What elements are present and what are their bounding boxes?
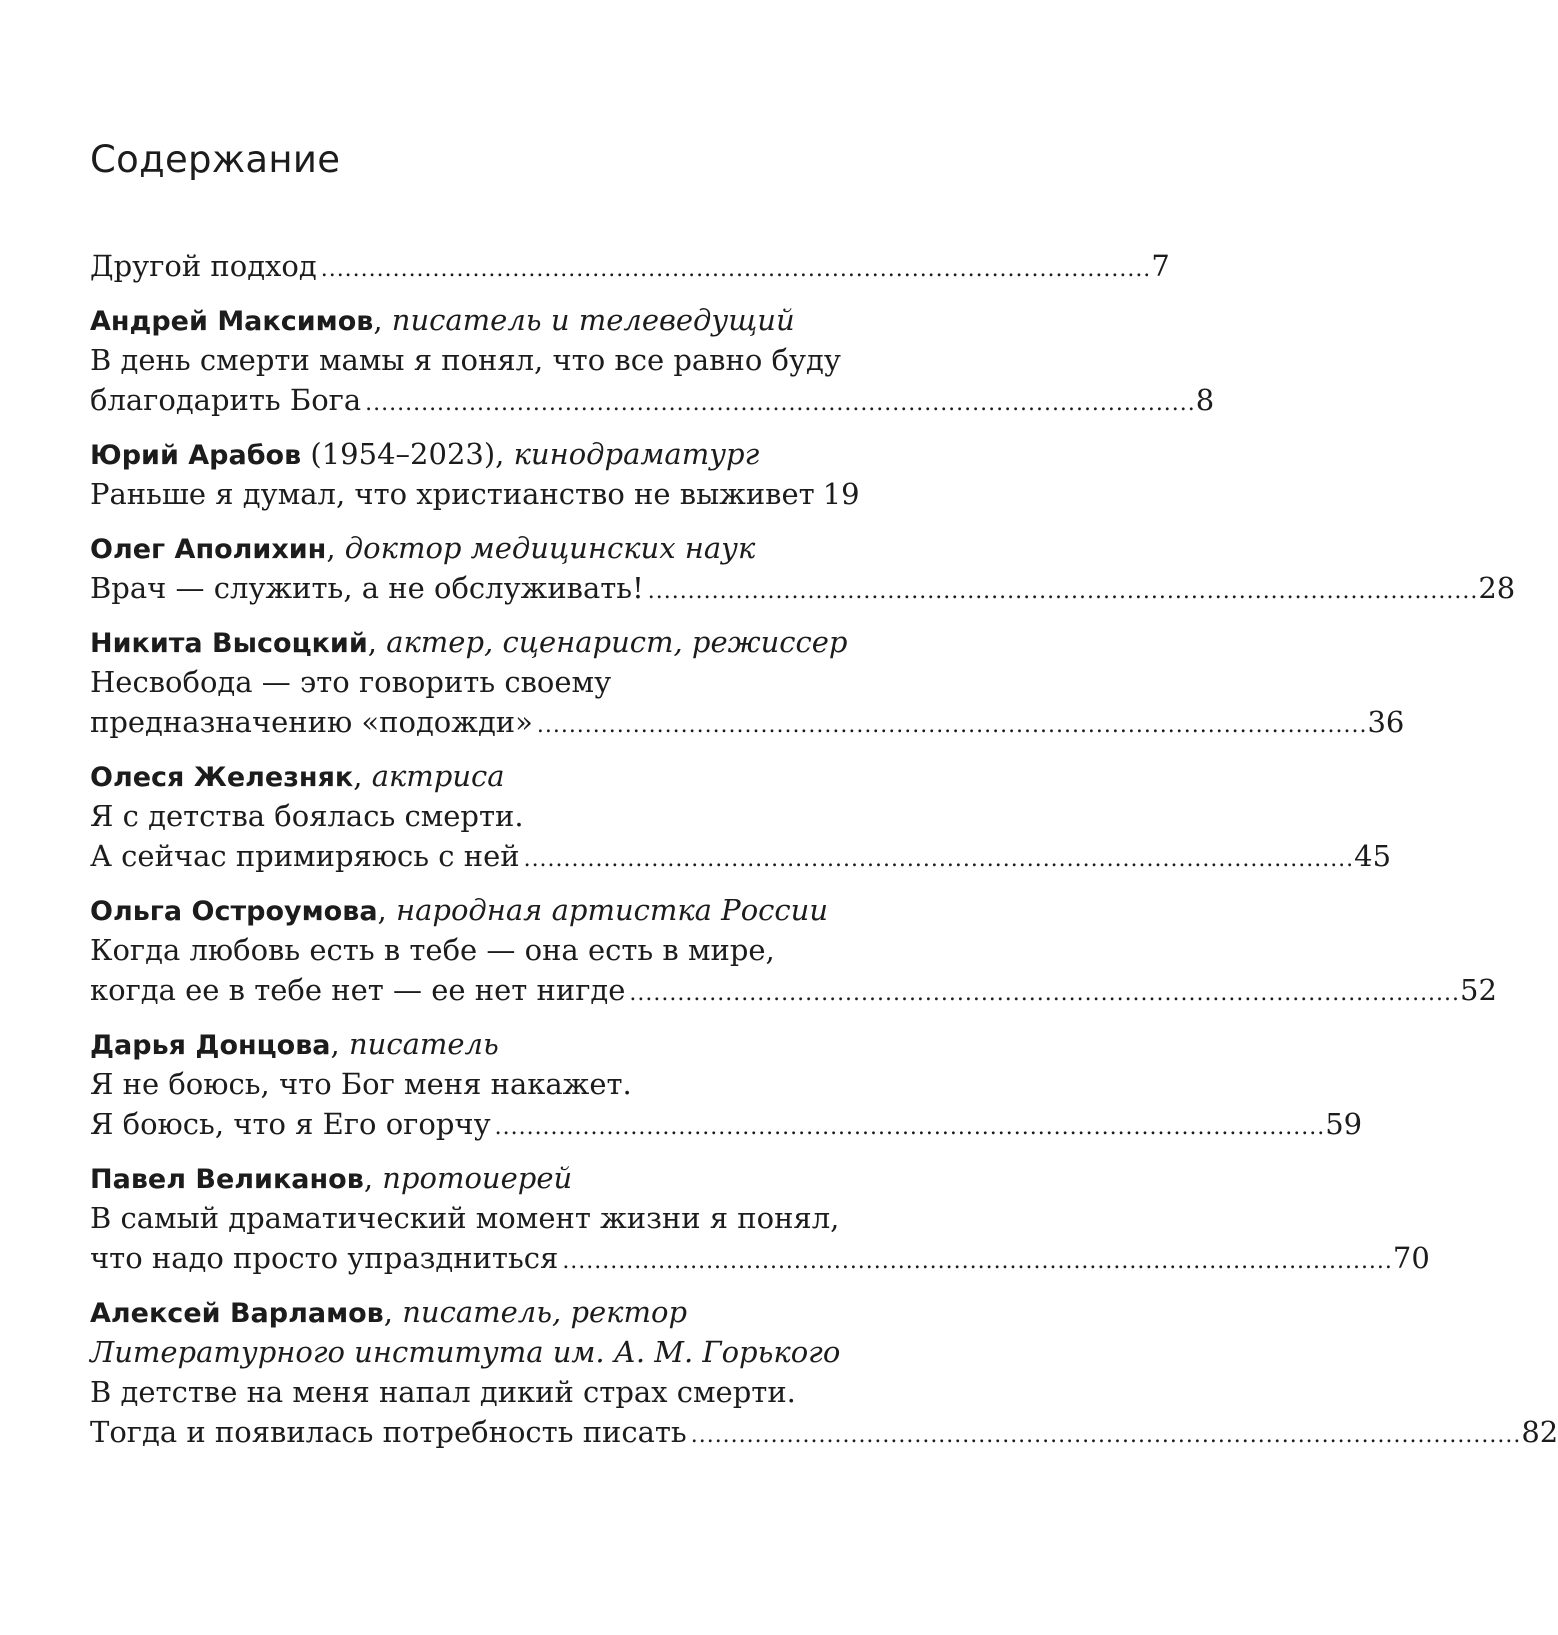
toc-page-number: 8 (1195, 383, 1215, 417)
toc-author-name: Алексей Варламов (90, 1298, 384, 1329)
toc-title-line: Когда любовь есть в тебе — она есть в мире, (90, 933, 775, 967)
toc-title-text: благодарить Бога (90, 383, 362, 417)
toc-entry (90, 1158, 1430, 1278)
toc-title-last-line (90, 1238, 1430, 1278)
toc-author-name: Андрей Максимов (90, 306, 374, 337)
dot-leader (629, 970, 1456, 1014)
toc-title-last-line (90, 474, 860, 514)
toc-author-line: Никита Высоцкий, актер, сценарист, режиссер (90, 625, 848, 659)
toc-title-last-line (90, 380, 1215, 420)
toc-title-line: Несвобода — это говорить своему (90, 665, 612, 699)
toc-author-name: Олеся Железняк (90, 762, 354, 793)
toc-author-years: (1954–2023), (301, 437, 505, 471)
toc-entry (90, 1292, 1558, 1452)
toc-entry (90, 890, 1497, 1010)
toc-author-description: доктор медицинских наук (344, 531, 756, 565)
dot-leader (562, 1238, 1389, 1282)
toc-title-text: предназначению «подожди» (90, 705, 533, 739)
toc-page-number: 45 (1354, 839, 1392, 873)
toc-title-last-line (90, 970, 1497, 1010)
dot-leader (321, 246, 1148, 290)
toc-list (90, 246, 1558, 1466)
toc-author-line: Олеся Железняк, актриса (90, 759, 505, 793)
toc-title-last-line (90, 568, 1516, 608)
toc-title-line: В самый драматический момент жизни я понял, (90, 1201, 840, 1235)
toc-title-text: когда ее в тебе нет — ее нет нигде (90, 973, 626, 1007)
toc-author-line: Андрей Максимов, писатель и телеведущий (90, 303, 795, 337)
toc-author-description: актер, сценарист, режиссер (386, 625, 848, 659)
toc-title-text: Я боюсь, что я Его огорчу (90, 1107, 491, 1141)
toc-author-line (90, 434, 850, 474)
toc-title-text: что надо просто упраздниться (90, 1241, 559, 1275)
dot-leader (365, 380, 1192, 424)
toc-title-text: Раньше я думал, что христианство не выживет (90, 477, 815, 511)
toc-entry (90, 434, 860, 514)
toc-entry (90, 528, 1516, 608)
toc-page-number: 82 (1521, 1415, 1558, 1449)
toc-page-number: 28 (1478, 571, 1516, 605)
toc-author-description: народная артистка России (395, 893, 828, 927)
toc-title-line: Я с детства боялась смерти. (90, 799, 524, 833)
toc-page-number: 52 (1460, 973, 1497, 1007)
page-title: Содержание (90, 138, 341, 181)
toc-author-description: писатель, ректор (402, 1295, 688, 1329)
toc-author-description: писатель и телеведущий (391, 303, 795, 337)
dot-leader (495, 1104, 1322, 1148)
toc-page (90, 0, 1558, 1635)
toc-entry (90, 756, 1392, 876)
toc-author-line: Ольга Остроумова, народная артистка России (90, 893, 828, 927)
toc-intro-title: Другой подход (90, 249, 317, 283)
toc-author-line: Павел Великанов, протоиерей (90, 1161, 573, 1195)
toc-page-number: 59 (1325, 1107, 1363, 1141)
toc-intro-page: 7 (1151, 249, 1170, 283)
toc-author-description: протоиерей (382, 1161, 573, 1195)
toc-author-description: актриса (371, 759, 505, 793)
toc-author-description-cont: Литературного института им. А. М. Горького (90, 1335, 841, 1369)
toc-author-description: писатель (348, 1027, 499, 1061)
toc-title-line: В детстве на меня напал дикий страх смерти. (90, 1375, 796, 1409)
toc-title-text: А сейчас примиряюсь с ней (90, 839, 520, 873)
toc-title-line: В день смерти мамы я понял, что все равно буду (90, 343, 841, 377)
toc-title-last-line (90, 836, 1392, 876)
toc-author-name: Дарья Донцова (90, 1030, 331, 1061)
toc-entry (90, 300, 1215, 420)
toc-author-name: Олег Аполихин (90, 534, 327, 565)
toc-title-text: Тогда и появилась потребность писать (90, 1415, 687, 1449)
toc-title-last-line (90, 1104, 1363, 1144)
dot-leader (648, 568, 1475, 612)
toc-author-name: Юрий Арабов (90, 440, 302, 471)
toc-author-name: Никита Высоцкий (90, 628, 368, 659)
toc-author-line: Дарья Донцова, писатель (90, 1027, 499, 1061)
toc-author-description: кинодраматург (513, 437, 760, 471)
toc-author-line: Алексей Варламов, писатель, ректор (90, 1295, 688, 1329)
toc-page-number: 36 (1367, 705, 1405, 739)
toc-entry (90, 622, 1405, 742)
toc-title-last-line (90, 702, 1405, 742)
dot-leader (537, 702, 1364, 746)
dot-leader (691, 1412, 1518, 1456)
dot-leader (524, 836, 1351, 880)
toc-title-text: Врач — служить, а не обслуживать! (90, 571, 644, 605)
toc-page-number: 19 (822, 477, 860, 511)
toc-page-number: 70 (1392, 1241, 1430, 1275)
toc-entries (90, 300, 1558, 1452)
toc-title-line: Я не боюсь, что Бог меня накажет. (90, 1067, 632, 1101)
toc-author-name: Павел Великанов (90, 1164, 364, 1195)
toc-title-last-line (90, 1412, 1558, 1452)
toc-author-name: Ольга Остроумова (90, 896, 378, 927)
toc-author-line: Олег Аполихин, доктор медицинских наук (90, 531, 756, 565)
toc-intro-line (90, 246, 1170, 286)
toc-entry (90, 1024, 1363, 1144)
toc-intro-entry (90, 246, 1170, 286)
